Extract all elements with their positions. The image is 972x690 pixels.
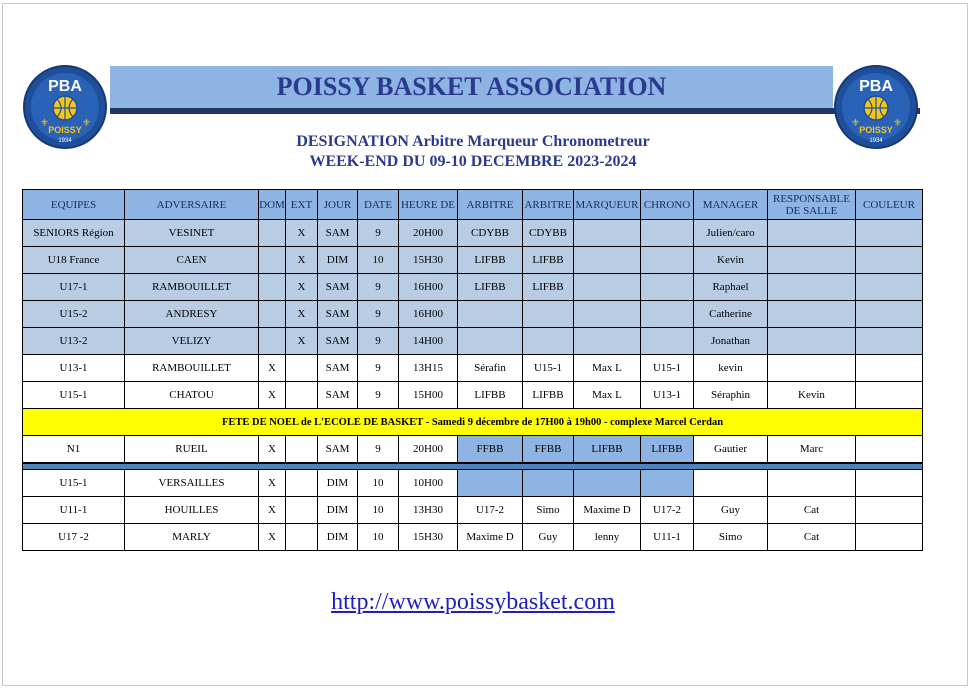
table-cell: U13-1 xyxy=(641,382,694,409)
table-cell: VELIZY xyxy=(125,328,259,355)
table-cell: lenny xyxy=(574,524,641,551)
table-row xyxy=(23,274,923,301)
table-cell: 9 xyxy=(358,301,399,328)
event-text: FETE DE NOEL de L'ECOLE DE BASKET - Samedi 9 décembre de 17H00 à 19h00 - complexe Marcel Cerdan xyxy=(23,409,923,436)
table-cell xyxy=(259,247,286,274)
table-cell: LIFBB xyxy=(458,274,523,301)
column-header: COULEUR xyxy=(856,190,923,220)
table-cell: SAM xyxy=(318,301,358,328)
table-cell: 16H00 xyxy=(399,274,458,301)
table-cell: 9 xyxy=(358,328,399,355)
column-header: JOUR xyxy=(318,190,358,220)
table-cell: RAMBOUILLET xyxy=(125,274,259,301)
table-cell xyxy=(641,274,694,301)
table-cell: DIM xyxy=(318,497,358,524)
website-link[interactable]: http://www.poissybasket.com xyxy=(331,589,615,615)
table-cell: Simo xyxy=(523,497,574,524)
table-row xyxy=(23,470,923,497)
table-cell: 15H30 xyxy=(399,524,458,551)
table-cell xyxy=(523,470,574,497)
table-cell: LIFBB xyxy=(458,382,523,409)
table-cell: 9 xyxy=(358,382,399,409)
svg-text:⚜: ⚜ xyxy=(851,118,860,129)
table-cell xyxy=(856,328,923,355)
table-row xyxy=(23,220,923,247)
svg-text:⚜: ⚜ xyxy=(82,118,91,129)
table-cell: X xyxy=(259,470,286,497)
table-cell xyxy=(856,301,923,328)
table-cell xyxy=(641,328,694,355)
table-cell: Cat xyxy=(768,497,856,524)
table-cell: LIFBB xyxy=(641,436,694,464)
table-cell: Maxime D xyxy=(574,497,641,524)
svg-text:1934: 1934 xyxy=(58,138,72,144)
column-header: MARQUEUR xyxy=(574,190,641,220)
table-cell: X xyxy=(259,355,286,382)
table-cell: Max L xyxy=(574,355,641,382)
table-cell xyxy=(286,470,318,497)
table-cell: 10 xyxy=(358,470,399,497)
schedule-table xyxy=(22,189,923,551)
table-cell xyxy=(768,220,856,247)
table-cell: Gautier xyxy=(694,436,768,464)
table-cell: SAM xyxy=(318,328,358,355)
table-cell: CDYBB xyxy=(523,220,574,247)
column-header: HEURE DE xyxy=(399,190,458,220)
title-underline xyxy=(110,108,920,114)
table-row xyxy=(23,247,923,274)
table-header-row xyxy=(23,190,923,220)
table-cell xyxy=(286,497,318,524)
table-cell: DIM xyxy=(318,524,358,551)
table-cell xyxy=(768,328,856,355)
table-cell: Raphael xyxy=(694,274,768,301)
table-cell: 9 xyxy=(358,355,399,382)
table-cell: Kevin xyxy=(694,247,768,274)
table-cell: U15-1 xyxy=(23,470,125,497)
table-cell: LIFBB xyxy=(523,382,574,409)
table-cell xyxy=(768,355,856,382)
svg-text:PBA: PBA xyxy=(859,78,893,95)
table-cell: Guy xyxy=(694,497,768,524)
table-cell: Cat xyxy=(768,524,856,551)
table-cell: Marc xyxy=(768,436,856,464)
table-cell xyxy=(641,247,694,274)
table-cell: LIFBB xyxy=(523,247,574,274)
table-cell xyxy=(523,328,574,355)
table-cell xyxy=(574,470,641,497)
table-cell: Kevin xyxy=(768,382,856,409)
table-cell: U17-2 xyxy=(641,497,694,524)
svg-text:⚜: ⚜ xyxy=(893,118,902,129)
table-row xyxy=(23,436,923,464)
table-cell: CAEN xyxy=(125,247,259,274)
table-cell xyxy=(856,355,923,382)
svg-text:⚜: ⚜ xyxy=(40,118,49,129)
table-cell: DIM xyxy=(318,470,358,497)
table-cell: 15H30 xyxy=(399,247,458,274)
table-cell: U11-1 xyxy=(641,524,694,551)
table-cell xyxy=(856,470,923,497)
table-cell xyxy=(286,382,318,409)
table-cell: U15-1 xyxy=(23,382,125,409)
table-cell: 10 xyxy=(358,497,399,524)
table-cell: DIM xyxy=(318,247,358,274)
table-cell xyxy=(768,274,856,301)
table-cell: 13H15 xyxy=(399,355,458,382)
table-cell xyxy=(768,301,856,328)
table-cell: LIFBB xyxy=(574,436,641,464)
page-title: POISSY BASKET ASSOCIATION xyxy=(276,72,667,101)
table-cell: X xyxy=(259,497,286,524)
table-cell: U18 France xyxy=(23,247,125,274)
table-cell: 9 xyxy=(358,220,399,247)
svg-text:POISSY: POISSY xyxy=(48,125,82,135)
table-cell: 10 xyxy=(358,524,399,551)
subtitle-designation: DESIGNATION Arbitre Marqueur Chronometreur xyxy=(296,133,650,150)
table-cell: SAM xyxy=(318,274,358,301)
table-cell: Julien/caro xyxy=(694,220,768,247)
table-cell: ANDRESY xyxy=(125,301,259,328)
table-cell xyxy=(259,328,286,355)
table-cell xyxy=(641,301,694,328)
table-cell xyxy=(641,220,694,247)
table-row xyxy=(23,382,923,409)
table-cell: 16H00 xyxy=(399,301,458,328)
table-cell: VESINET xyxy=(125,220,259,247)
table-row xyxy=(23,301,923,328)
column-header: CHRONO xyxy=(641,190,694,220)
table-cell xyxy=(856,436,923,464)
title-banner xyxy=(110,66,833,108)
table-cell xyxy=(574,301,641,328)
column-header: MANAGER xyxy=(694,190,768,220)
column-header: EQUIPES xyxy=(23,190,125,220)
table-cell xyxy=(574,274,641,301)
table-cell: X xyxy=(259,524,286,551)
table-cell xyxy=(574,328,641,355)
svg-text:1934: 1934 xyxy=(869,138,883,144)
table-cell xyxy=(856,382,923,409)
table-cell xyxy=(856,220,923,247)
table-cell xyxy=(768,470,856,497)
table-row xyxy=(23,524,923,551)
column-header: DATE xyxy=(358,190,399,220)
table-cell xyxy=(856,247,923,274)
table-cell xyxy=(286,355,318,382)
column-header: ADVERSAIRE xyxy=(125,190,259,220)
table-cell: LIFBB xyxy=(523,274,574,301)
table-cell: 20H00 xyxy=(399,220,458,247)
table-cell: 9 xyxy=(358,274,399,301)
table-cell: X xyxy=(259,436,286,464)
table-cell: X xyxy=(259,382,286,409)
table-cell: 9 xyxy=(358,436,399,464)
table-cell xyxy=(574,247,641,274)
table-cell xyxy=(856,524,923,551)
table-row xyxy=(23,328,923,355)
table-cell: FFBB xyxy=(523,436,574,464)
svg-text:POISSY: POISSY xyxy=(859,125,893,135)
table-cell: FFBB xyxy=(458,436,523,464)
logo-text: PBA xyxy=(48,78,82,95)
table-cell xyxy=(856,497,923,524)
column-header: DOM xyxy=(259,190,286,220)
table-cell xyxy=(458,328,523,355)
table-cell xyxy=(458,470,523,497)
table-cell: SAM xyxy=(318,220,358,247)
subtitle-weekend: WEEK-END DU 09-10 DECEMBRE 2023-2024 xyxy=(309,153,637,170)
table-cell: Guy xyxy=(523,524,574,551)
table-cell: LIFBB xyxy=(458,247,523,274)
table-cell xyxy=(856,274,923,301)
table-row xyxy=(23,355,923,382)
table-cell: MARLY xyxy=(125,524,259,551)
table-cell: U17 -2 xyxy=(23,524,125,551)
column-header: ARBITRE xyxy=(523,190,574,220)
table-cell xyxy=(286,524,318,551)
table-cell: CDYBB xyxy=(458,220,523,247)
event-banner-row xyxy=(23,409,923,436)
table-cell: SAM xyxy=(318,382,358,409)
table-cell: 15H00 xyxy=(399,382,458,409)
table-cell: N1 xyxy=(23,436,125,464)
table-cell: U13-1 xyxy=(23,355,125,382)
table-cell xyxy=(458,301,523,328)
table-cell xyxy=(259,220,286,247)
table-cell: 10 xyxy=(358,247,399,274)
table-cell: SAM xyxy=(318,355,358,382)
table-cell: Catherine xyxy=(694,301,768,328)
table-cell: U15-2 xyxy=(23,301,125,328)
table-cell: U15-1 xyxy=(523,355,574,382)
table-cell: X xyxy=(286,220,318,247)
table-cell: VERSAILLES xyxy=(125,470,259,497)
table-cell: X xyxy=(286,274,318,301)
column-header: RESPONSABLE DE SALLE xyxy=(768,190,856,220)
table-cell: 20H00 xyxy=(399,436,458,464)
table-cell: SAM xyxy=(318,436,358,464)
table-cell: 10H00 xyxy=(399,470,458,497)
table-cell: Simo xyxy=(694,524,768,551)
table-cell: HOUILLES xyxy=(125,497,259,524)
table-cell: kevin xyxy=(694,355,768,382)
table-cell xyxy=(694,470,768,497)
table-row xyxy=(23,497,923,524)
table-cell xyxy=(259,301,286,328)
column-header: EXT xyxy=(286,190,318,220)
table-cell: 13H30 xyxy=(399,497,458,524)
table-cell xyxy=(259,274,286,301)
table-cell: U13-2 xyxy=(23,328,125,355)
table-cell: U15-1 xyxy=(641,355,694,382)
table-cell: Maxime D xyxy=(458,524,523,551)
table-cell: Max L xyxy=(574,382,641,409)
table-cell: 14H00 xyxy=(399,328,458,355)
table-cell: SENIORS Région xyxy=(23,220,125,247)
table-cell xyxy=(768,247,856,274)
table-cell: X xyxy=(286,301,318,328)
table-cell: U17-2 xyxy=(458,497,523,524)
table-cell: X xyxy=(286,247,318,274)
table-cell xyxy=(641,470,694,497)
table-cell xyxy=(574,220,641,247)
table-cell: Séraphin xyxy=(694,382,768,409)
table-cell: RAMBOUILLET xyxy=(125,355,259,382)
table-cell xyxy=(523,301,574,328)
table-cell: Jonathan xyxy=(694,328,768,355)
table-cell xyxy=(286,436,318,464)
table-cell: CHATOU xyxy=(125,382,259,409)
table-cell: U11-1 xyxy=(23,497,125,524)
table-cell: X xyxy=(286,328,318,355)
column-header: ARBITRE xyxy=(458,190,523,220)
table-cell: RUEIL xyxy=(125,436,259,464)
table-cell: U17-1 xyxy=(23,274,125,301)
table-cell: Sérafin xyxy=(458,355,523,382)
